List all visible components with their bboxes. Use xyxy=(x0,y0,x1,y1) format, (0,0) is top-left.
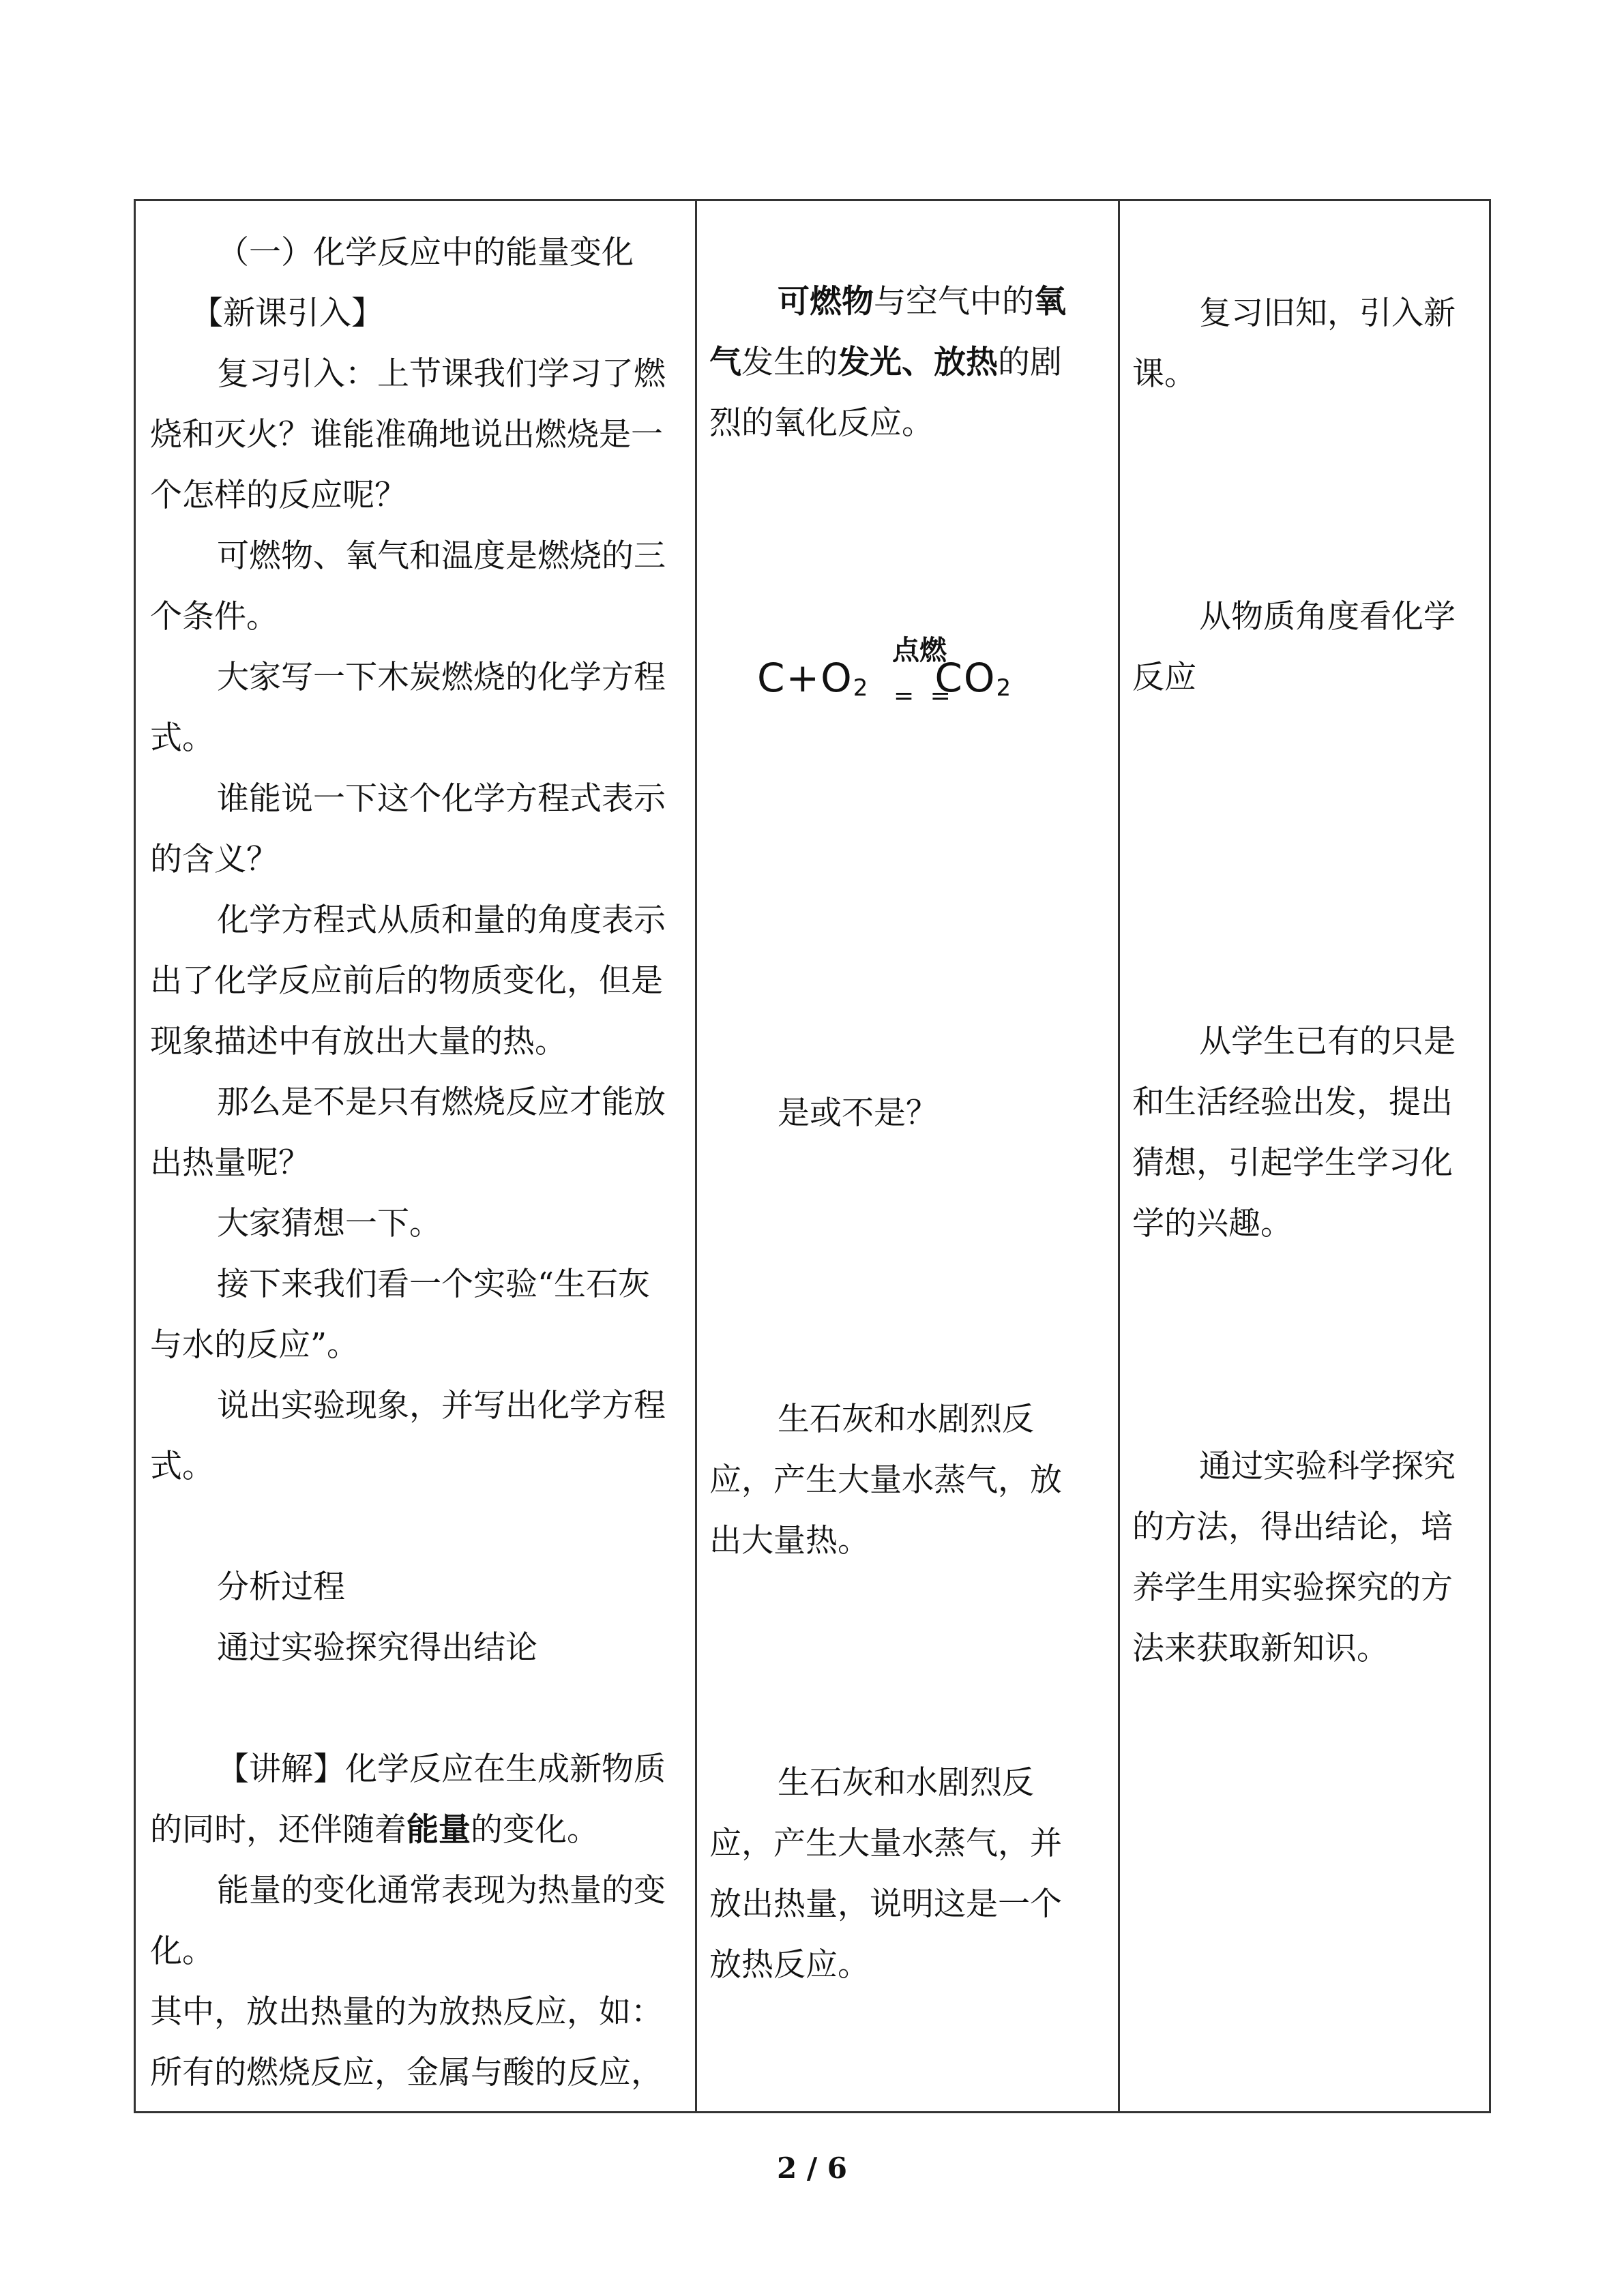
text-line: 和生活经验出发，提出 xyxy=(1132,1084,1453,1121)
text-line: 化学方程式从质和量的角度表示 xyxy=(217,901,666,939)
text-line: 说出实验现象，并写出化学方程 xyxy=(217,1387,666,1425)
text-line: 的方法，得出结论，培 xyxy=(1132,1508,1453,1546)
section-heading: （一）化学反应中的能量变化 xyxy=(217,234,634,271)
text-line xyxy=(778,271,1066,332)
explanation-label: 【讲解】化学反应在生成新物质 xyxy=(217,1750,666,1788)
text-line: 大家写一下木炭燃烧的化学方程 xyxy=(217,659,666,696)
energy-keyword: 能量 xyxy=(407,1811,471,1849)
text-segment: 的变化。 xyxy=(471,1811,599,1849)
bold-term: 氧 xyxy=(1034,283,1066,320)
text-line: 法来获取新知识。 xyxy=(1132,1630,1389,1667)
text-line: 接下来我们看一个实验“生石灰 xyxy=(217,1266,651,1303)
column-divider-1 xyxy=(695,201,697,2111)
text-line: 从物质角度看化学 xyxy=(1199,598,1456,636)
equation-text xyxy=(757,655,1012,702)
text-line: 从学生已有的只是 xyxy=(1199,1023,1456,1060)
text-line: 课。 xyxy=(1132,355,1196,393)
text-line: 的含义？ xyxy=(150,841,278,878)
text-line: 式。 xyxy=(150,719,214,757)
new-lesson-label: 【新课引入】 xyxy=(191,295,383,332)
text-line: 猜想，引起学生学习化 xyxy=(1132,1144,1453,1182)
text-line: 学的兴趣。 xyxy=(1132,1205,1293,1242)
text-line: 通过实验科学探究 xyxy=(1199,1448,1456,1485)
text-line: 所有的燃烧反应，金属与酸的反应， xyxy=(150,2054,663,2091)
text-line: 是或不是？ xyxy=(778,1094,938,1132)
equation-equals-sign: = = xyxy=(894,682,955,710)
text-line: 大家猜想一下。 xyxy=(217,1205,441,1242)
text-line: 个条件。 xyxy=(150,598,278,636)
bold-term: 气 xyxy=(709,344,741,381)
text-line: 谁能说一下这个化学方程式表示 xyxy=(217,780,666,818)
subscript: 2 xyxy=(996,674,1013,702)
text-segment: 的同时，还伴随着 xyxy=(150,1811,407,1849)
text-line: 应，产生大量水蒸气，并 xyxy=(709,1825,1062,1862)
text-line: 那么是不是只有燃烧反应才能放 xyxy=(217,1084,666,1121)
text-line xyxy=(709,332,1062,393)
text-line: 烧和灭火？谁能准确地说出燃烧是一 xyxy=(150,416,663,453)
text-line: 个怎样的反应呢？ xyxy=(150,477,407,514)
text-line: 复习引入：上节课我们学习了燃 xyxy=(217,355,666,393)
text-line: 其中，放出热量的为放热反应，如： xyxy=(150,1993,663,2031)
page-number: 2 / 6 xyxy=(776,2151,848,2185)
reaction-condition: 点燃 xyxy=(892,635,947,666)
text-line: 化。 xyxy=(150,1933,214,1970)
text-line: 应，产生大量水蒸气，放 xyxy=(709,1461,1062,1499)
text-segment: 发生的 xyxy=(741,344,838,381)
text-line: 生石灰和水剧烈反 xyxy=(778,1764,1034,1802)
text-segment: 的剧 xyxy=(998,344,1062,381)
text-line: 烈的氧化反应。 xyxy=(709,404,934,442)
text-line: 可燃物、氧气和温度是燃烧的三 xyxy=(217,537,666,575)
column-divider-2 xyxy=(1118,201,1120,2111)
text-line: 通过实验探究得出结论 xyxy=(217,1629,537,1667)
text-line: 现象描述中有放出大量的热。 xyxy=(150,1023,567,1060)
text-line xyxy=(150,1800,599,1860)
equation-rhs: CO xyxy=(934,655,996,701)
text-line: 养学生用实验探究的方 xyxy=(1132,1569,1453,1607)
bold-term: 可燃物 xyxy=(778,283,874,320)
subscript: 2 xyxy=(853,674,870,702)
text-line: 出热量呢？ xyxy=(150,1144,310,1182)
text-line: 放出热量，说明这是一个 xyxy=(709,1885,1062,1923)
text-line: 出大量热。 xyxy=(709,1522,870,1560)
text-segment: 与空气中的 xyxy=(874,283,1034,320)
chemical-equation xyxy=(757,635,1050,710)
text-line: 出了化学反应前后的物质变化，但是 xyxy=(150,962,663,1000)
text-line: 生石灰和水剧烈反 xyxy=(778,1401,1034,1438)
text-line: 与水的反应”。 xyxy=(150,1326,359,1364)
equation-lhs: C+O xyxy=(757,655,853,701)
text-line: 反应 xyxy=(1132,659,1196,696)
text-line: 放热反应。 xyxy=(709,1946,870,1984)
text-line: 式。 xyxy=(150,1448,214,1485)
text-line: 能量的变化通常表现为热量的变 xyxy=(217,1872,666,1909)
text-line: 分析过程 xyxy=(217,1568,345,1606)
bold-term: 发光、放热 xyxy=(838,344,998,381)
text-line: 复习旧知，引入新 xyxy=(1199,295,1456,332)
